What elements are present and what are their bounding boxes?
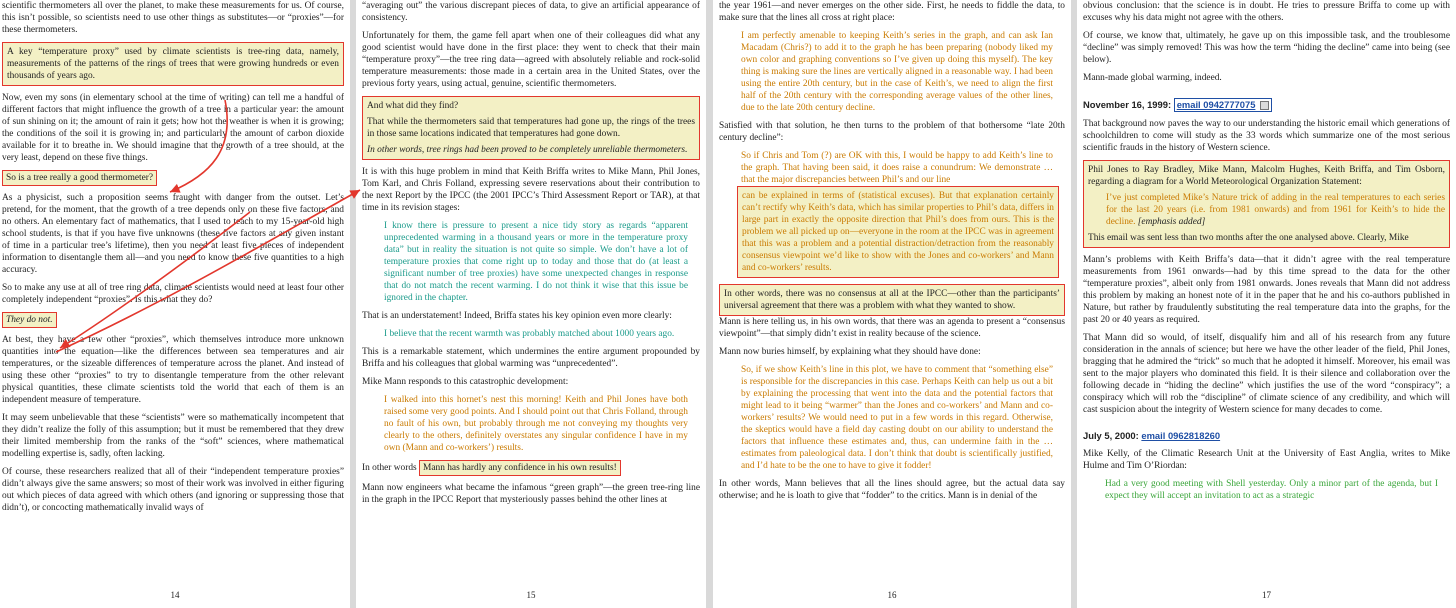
emphasis-note: [emphasis added] bbox=[1137, 217, 1206, 227]
paragraph: obvious conclusion: that the science is in doubt. He tries to pressure Briffa to come up with excuses why his data might not agree with the others. bbox=[1083, 1, 1450, 23]
email-link-box[interactable] bbox=[1174, 98, 1272, 112]
box-question: And what did they find? bbox=[367, 101, 459, 111]
other-words-lead: In other words bbox=[362, 463, 417, 473]
highlight-box-trick bbox=[1083, 160, 1450, 248]
box-quote-text: I’ve just completed Mike’s Nature trick of adding in the real temperatures to each series for the last 20 years (i.e. from 1981 onwards) and from 1961 for Keith’s to hide the decline. bbox=[1106, 193, 1445, 227]
paragraph: Unfortunately for them, the game fell apart when one of their colleagues did what any good scientist would have done in the first place: they went to check that their main “temperature proxy”—the tree ring data—agreed with absolutely reliable and rock-solid temperature measurements: those made in a certain area in the United States, over the previous forty years, using actual, genuine, scientific thermometers. bbox=[362, 31, 700, 89]
email-date: July 5, 2000: bbox=[1083, 430, 1139, 441]
paragraph bbox=[362, 460, 700, 476]
paragraph: So to make any use at all of tree ring data, climate scientists would need at least four other completely independent “proxies”. Is this what they do? bbox=[2, 283, 344, 305]
box-conclusion: In other words, tree rings had been proved to be completely unreliable thermometers. bbox=[367, 145, 688, 155]
box-sent: This email was sent less than two months after the one analysed above. Clearly, Mike bbox=[1088, 233, 1409, 243]
page-number: 15 bbox=[526, 590, 536, 600]
paragraph: As a physicist, such a proposition seems fraught with danger from the outset. Let’s pretend, for the moment, that the growth of a tree depends only on these five factors, and no others. An elementary fact of mathematics, that I used to teach to my 15-year-old high school students, is that if you have five unknowns (these five factors at any given instant of time in a particular tree’s lifetime), then you need at least five pieces of independent information to disentangle them all—and you need to know these five quantities to a high accuracy. bbox=[2, 193, 344, 275]
paragraph: It may seem unbelievable that these “scientists” were so mathematically incompetent that they didn’t realize the folly of this assumption; but it must be remembered that they drew their limited membership from the ranks of the “soft” sciences, where mathematical modelling expertise is, sadly, often lacking. bbox=[2, 413, 344, 459]
paragraph: At best, they have a few other “proxies”, which themselves introduce more unknown quantities into the equation—like the differences between sea temperatures and air temperatures, or the sizeable differences of temperature across the planet. And instead of using these other “proxies” to try to disentangle temperature from the other relevant physical quantities, these climate scientists told the world that each of them is an independent measure of temperature. bbox=[2, 335, 344, 405]
mail-icon[interactable] bbox=[1260, 101, 1269, 110]
box-intro: Phil Jones to Ray Bradley, Mike Mann, Malcolm Hughes, Keith Briffa, and Tim Osborn, regarding a diagram for a World Meteorological Organization Statement: bbox=[1088, 165, 1445, 187]
paragraph: Mann’s problems with Keith Briffa’s data—that it didn’t agree with the real temperature measurements from 1961 onwards—had by this time spread to the data for the other “temperature proxies”, albeit only from 1981 onwards. Jones reveals that Mann did not address this problem by making an honest note of it in the paper that he and his co-authors published in Nature, but rather by fraudulently substituting the real temperature data into the graphs, for the past 20 or 40 years as required. bbox=[1083, 255, 1450, 325]
quote-show: So, if we show Keith’s line in this plot, we have to comment that “something else” is responsible for the discrepancies in this case. Perhaps Keith can help us out a bit by explaining the processing that went into the data and the potential factors that might lead to it being “warmer” than the Jones and co-workers’ and Mann and co-workers’ results? We would need to put in a few words in this regard. Otherwise, the skeptics would have a field day casting doubt on our ability to understand the factors that influence these estimates and, thus, can undermine faith in the …estimates from paleological data. I don’t think that doubt is scientifically justified, and I’d hate to be the one to have to give it fodder! bbox=[741, 365, 1053, 471]
page-number: 14 bbox=[170, 590, 180, 600]
page-16 bbox=[713, 0, 1071, 608]
paragraph: This is a remarkable statement, which undermines the entire argument propounded by Briffa and his colleagues that global warming was “unprecedented”. bbox=[362, 347, 700, 369]
paragraph: Mann-made global warming, indeed. bbox=[1083, 73, 1222, 83]
paragraph: Mann now buries himself, by explaining what they should have done: bbox=[719, 347, 981, 357]
paragraph: Mann now engineers what became the infamous “green graph”—the green tree-ring line in the graph in the IPCC Report that mysteriously passes behind the other lines at bbox=[362, 483, 700, 505]
paragraph: “averaging out” the various discrepant pieces of data, to give an artificial appearance of consistency. bbox=[362, 1, 700, 23]
page-15 bbox=[356, 0, 706, 608]
paragraph: Of course, these researchers realized that all of their “independent temperature proxies” didn’t always give the same answers; so most of their work was involved in either figuring out which pieces of data agreed with which others (and ignoring or suppressing those that didn’t), or concocting mathematically invalid ways of bbox=[2, 467, 344, 513]
paragraph: It is with this huge problem in mind that Keith Briffa writes to Mike Mann, Phil Jones, Tom Karl, and Chris Folland, expressing severe reservations about their contribution to the next Report by the IPCC (the 2001 IPCC’s Third Assessment Report or TAR), at that time in its revision stages: bbox=[362, 167, 700, 213]
highlight-box-proxy: A key “temperature proxy” used by climate scientists is tree-ring data, namely, measurements of the patterns of the rings of trees that were growing hundreds or even thousands of years ago. bbox=[2, 42, 344, 86]
quote-mann: I walked into this hornet’s nest this morning! Keith and Phil Jones have both raised some very good points. And I should point out that Chris Folland, through no fault of his own, but probably through me not conveying my thoughts very clearly to the others, definitely overstates any singular confidence I have in my own (Mann and co-workers’) results. bbox=[384, 395, 688, 453]
email-link-0942777075[interactable]: email 0942777075 bbox=[1176, 99, 1256, 110]
paragraph: Of course, we know that, ultimately, he gave up on this impossible task, and the troublesome “decline” was simply removed! This was how the term “hiding the decline” came into being (see below). bbox=[1083, 31, 1450, 65]
quote-amenable: I am perfectly amenable to keeping Keith’s series in the graph, and can ask Ian Macadam (Chris?) to add it to the graph he has been preparing (nobody liked my own color and graphing conventions so I’ve given up doing this myself). The key thing is making sure the lines are vertically aligned in a reasonable way. I had been using the entire 20th century, but in the case of Keith’s, we need to align the first half of the 20th century with the corresponding average values of the other lines, due to the late 20th century decline. bbox=[741, 31, 1053, 113]
question-text: So is a tree really a good thermometer? bbox=[2, 170, 157, 186]
highlight-box-consensus: In other words, there was no consensus at all at the IPCC—other than the participants’ universal agreement that there was a problem with what they wanted to show. bbox=[719, 284, 1065, 316]
paragraph: That is an understatement! Indeed, Briffa states his key opinion even more clearly: bbox=[362, 311, 672, 321]
highlight-box-answer bbox=[2, 312, 344, 328]
highlight-box-question bbox=[2, 170, 344, 186]
box-answer: That while the thermometers said that temperatures had gone up, the rings of the trees in those same locations indicated that temperatures had gone down. bbox=[367, 117, 695, 139]
paragraph: Satisfied with that solution, he then turns to the problem of that bothersome “late 20th century decline”: bbox=[719, 121, 1065, 143]
paragraph: Now, even my sons (in elementary school at the time of writing) can tell me a handful of different factors that might influence the growth of a tree in a particular year: the amount of sun shining on it; the amount of rain it gets; how hot the weather is when it is growing; the conditions of the soil it is growing in; and particularly the amount of carbon dioxide available for it to breathe in. We should imagine that the growth of a tree should, at the very least, depend on these five things. bbox=[2, 93, 344, 163]
box-quote bbox=[1088, 192, 1445, 228]
page-17-text bbox=[1077, 0, 1456, 586]
page-14-text bbox=[0, 0, 350, 586]
paragraph: That Mann did so would, of itself, disqualify him and all of his research from any future consideration in the annals of science; but here we have the other leader of the field, Phil Jones, bragging that he admired the “trick” so much that he adopted it himself. Moreover, his email was sent to the major players who dominated this field. It is their silence and collaboration over the following decade in “hiding the decline” which justifies the use of the word “conspiracy”; a conspiracy which will rob the “discipline” of climate science of any credibility, and which will cast suspicion about the integrity of Western science for many decades to come. bbox=[1083, 333, 1450, 415]
highlight-box-discrepancies: can be explained in terms of (statistical excuses). But that explanation certainly can’t rectify why Keith’s data, which has similar properties to Phil’s data, differs in large part in exactly the opposite direction that Phil’s does from ours. This is the problem we all picked up on—everyone in the room at the IPCC was in agreement that this was a problem and a potential distraction/detraction from the reasonably consensus viewpoint we’d like to show with the Jones and co-workers’ and Mann and co-workers’ results. bbox=[737, 186, 1059, 278]
answer-text: They do not. bbox=[2, 312, 57, 328]
email-link-0962818260[interactable]: email 0962818260 bbox=[1141, 430, 1221, 441]
email-date-line-1 bbox=[1083, 98, 1450, 112]
email-date: November 16, 1999: bbox=[1083, 99, 1172, 110]
quote-shell: Had a very good meeting with Shell yesterday. Only a minor part of the agenda, but I expect they will accept an invitation to act as a strategic bbox=[1105, 479, 1438, 501]
page-17 bbox=[1077, 0, 1456, 608]
paragraph: Mann is here telling us, in his own words, that there was an agenda to present a “consensus viewpoint”—that simply didn’t exist in reality because of the science. bbox=[719, 317, 1065, 339]
paragraph: the year 1961—and never emerges on the other side. First, he needs to fiddle the data, to make sure that the lines all cross at right place: bbox=[719, 1, 1065, 23]
page-14 bbox=[0, 0, 350, 608]
paragraph: In other words, Mann believes that all the lines should agree, but the actual data say otherwise; and he is loath to give that “fodder” to the critics. Mann is in denial of the bbox=[719, 479, 1065, 501]
email-date-line-2 bbox=[1083, 430, 1450, 442]
page-15-text bbox=[356, 0, 706, 586]
paragraph: That background now paves the way to our understanding the historic email which generations of schoolchildren to come will study as the 33 words which summarize one of the most serious scientific frauds in the history of Western science. bbox=[1083, 119, 1450, 153]
quote-chris: So if Chris and Tom (?) are OK with this, I would be happy to add Keith’s line to the graph. That having been said, it does raise a conundrum: We demonstrate … that the major discrepancies between Phil’s and our line bbox=[741, 151, 1053, 185]
page-16-text bbox=[713, 0, 1071, 586]
page-number: 16 bbox=[887, 590, 897, 600]
paragraph: scientific thermometers all over the planet, to make these measurements for us. Of course, this isn’t possible, so scientists need to use other things as substitutes—or “proxies”—for these thermometers. bbox=[2, 1, 344, 35]
highlight-box-confidence: Mann has hardly any confidence in his own results! bbox=[419, 460, 621, 476]
highlight-box-finding bbox=[362, 96, 700, 160]
paragraph: Mike Kelly, of the Climatic Research Unit at the University of East Anglia, writes to Mike Hulme and Tim O’Riordan: bbox=[1083, 449, 1450, 471]
quote-briffa-1: I know there is pressure to present a nice tidy story as regards “apparent unprecedented warming in a thousand years or more in the temperature proxy data” but in reality the situation is not quite so simple. We don’t have a lot of temperature proxies that come right up to today and those that do (at least a significant number of tree proxies) have some unexpected changes in response that do not match the recent warming. I do not think it wise that this issue be ignored in the chapter. bbox=[384, 221, 688, 303]
paragraph: Mike Mann responds to this catastrophic development: bbox=[362, 377, 569, 387]
page-number: 17 bbox=[1262, 590, 1271, 600]
quote-briffa-2: I believe that the recent warmth was probably matched about 1000 years ago. bbox=[384, 329, 675, 339]
